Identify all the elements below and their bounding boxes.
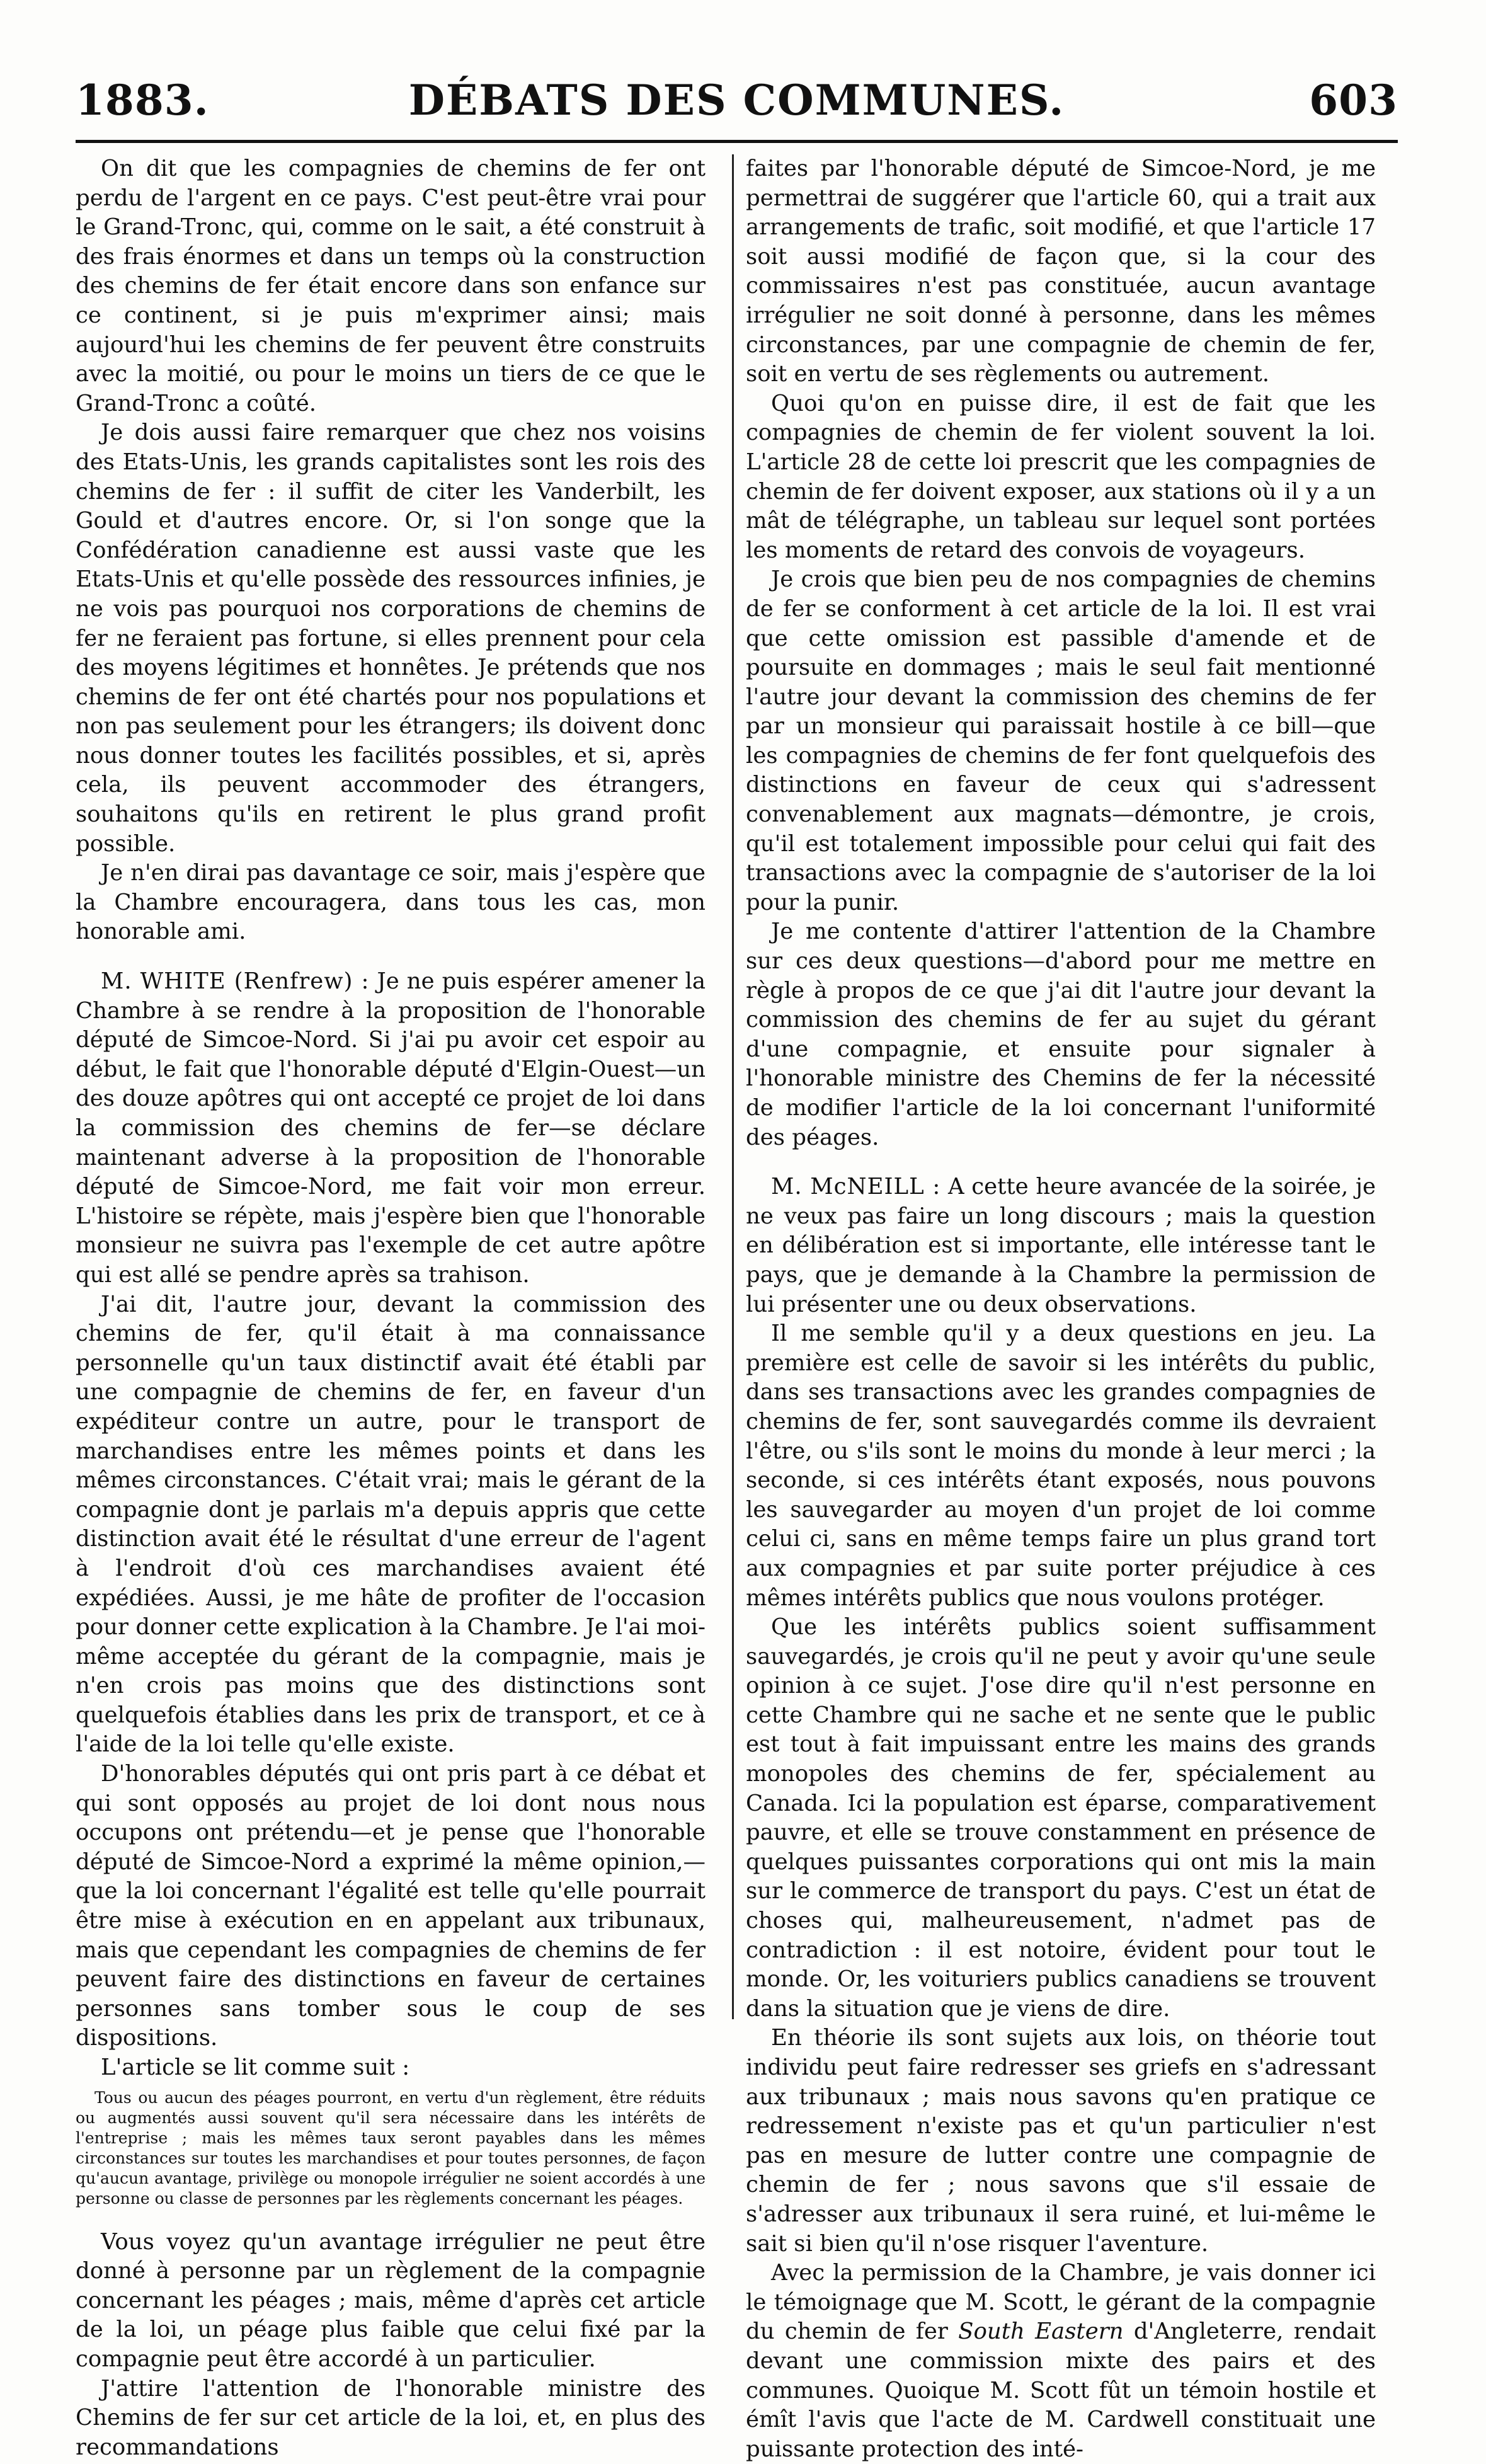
speaker-name: M. McNEILL : bbox=[771, 1174, 941, 1200]
paragraph: En théorie ils sont sujets aux lois, on théorie tout individu peut faire redresser ses griefs en s'adressant aux tribunaux ; mais nous savons qu'en pratique ce redressement n'existe pas et qu'un particulier n'est pas en mesure de lutter contre une compagnie de chemin de fer ; nous savons que s'il essaie de s'adresser aux tribunaux il sera ruiné, et lui-même le sait si bien qu'il n'ose risquer l'aventure. bbox=[746, 2025, 1376, 2257]
paragraph: L'article se lit comme suit : bbox=[101, 2054, 410, 2080]
speech-white bbox=[76, 967, 706, 1290]
paragraph: Que les intérêts publics soient suffisamment sauvegardés, je crois qu'il ne peut y avoir qu'une seule opinion à ce sujet. J'ose dire qu'il n'est personne en cette Chambre qui ne sache et ne sente que le public est tout à fait impuissant entre les mains des grands monopoles des chemins de fer, spécialement au Canada. Ici la population est éparse, comparativement pauvre, et elle se trouve constamment en présence de quelques puissantes corporations qui ont mis la main sur le commerce de transport du pays. C'est un état de choses qui, malheureusement, n'admet pas de contradiction : il est notoire, évident pour tout le monde. Or, les voituriers publics canadiens se trouvent dans la situation que je viens de dire. bbox=[746, 1614, 1376, 2022]
railway-name: South Eastern bbox=[958, 2318, 1124, 2345]
header-rule bbox=[76, 140, 1398, 143]
speaker-name: M. WHITE (Renfrew) : bbox=[101, 968, 370, 995]
paragraph-testimony bbox=[746, 2259, 1376, 2464]
paragraph: Je me contente d'attirer l'attention de la Chambre sur ces deux questions—d'abord pour me mettre en règle à propos de ce que j'ai dit l'autre jour devant la commission des chemins de fer au sujet du gérant d'une compagnie, et ensuite pour signaler à l'honorable ministre des Chemins de fer la nécessité de modifier l'article de la loi concernant l'uniformité des péages. bbox=[746, 919, 1376, 1150]
quoted-article: Tous ou aucun des péages pourront, en vertu d'un règlement, être réduits ou augmentés aussi souvent qu'il sera nécessaire dans les intérêts de l'entreprise ; mais les mêmes taux seront payables dans les mêmes circonstances sur toutes les marchandises et pour toutes personnes, de façon qu'aucun avantage, privilège ou monopole irrégulier ne soient accordés à une personne ou classe de personnes par les règlements concernant les péages. bbox=[76, 2088, 706, 2208]
column-divider bbox=[732, 154, 734, 2019]
right-column bbox=[746, 154, 1376, 2462]
paragraph: Vous voyez qu'un avantage irrégulier ne peut être donné à personne par un règlement de la compagnie concernant les péages ; mais, même d'après cet article de la loi, un péage plus faible que celui fixé par la compagnie peut être accordé à un particulier. bbox=[76, 2228, 706, 2372]
text-run: Avec la permission de la Chambre, je vais donner ici le témoignage que M. Scott, le gérant de la compagnie du chemin de fer bbox=[746, 2260, 1376, 2345]
paragraph: J'attire l'attention de l'honorable ministre des Chemins de fer sur cet article de la loi, et, en plus des recommandations bbox=[76, 2375, 706, 2460]
text-run: d'Angleterre, rendait devant une commission mixte des pairs et des communes. Quoique M. Scott fût un témoin hostile et émît l'avis que l'acte de M. Cardwell constituait une puissante protection des inté- bbox=[746, 2318, 1376, 2462]
speech-text: A cette heure avancée de la soirée, je ne veux pas faire un long discours ; mais la question en délibération est si importante, elle intéresse tant le pays, que je demande à la Chambre la permission de lui présenter une ou deux observations. bbox=[746, 1174, 1376, 1317]
paragraph: Il me semble qu'il y a deux questions en jeu. La première est celle de savoir si les intérêts du public, dans ses transactions avec les grandes compagnies de chemins de fer, sont sauvegardés comme ils devraient l'être, ou s'ils sont le moins du monde à leur merci ; la seconde, si ces intérêts étant exposés, nous pouvons les sauvegarder au moyen d'un projet de loi comme celui ci, sans en même temps faire un plus grand tort aux compagnies et par suite porter préjudice à ces mêmes intérêts publics que nous voulons protéger. bbox=[746, 1321, 1376, 1611]
header-year: 1883. bbox=[76, 76, 209, 125]
left-column bbox=[76, 154, 706, 2460]
speech-mcneill bbox=[746, 1172, 1376, 1319]
paragraph: Je n'en dirai pas davantage ce soir, mais j'espère que la Chambre encouragera, dans tous les cas, mon honorable ami. bbox=[76, 860, 706, 945]
paragraph: J'ai dit, l'autre jour, devant la commission des chemins de fer, qu'il était à ma connaissance personnelle qu'un taux distinctif avait été établi par une compagnie de chemins de fer, en faveur d'un expéditeur contre un autre, pour le transport de marchandises entre les mêmes points et dans les mêmes circonstances. C'était vrai; mais le gérant de la compagnie dont je parlais m'a depuis appris que cette distinction avait été le résultat d'une erreur de l'agent à l'endroit d'où ces marchandises avaient été expédiées. Aussi, je me hâte de profiter de l'occasion pour donner cette explication à la Chambre. Je l'ai moi-même acceptée du gérant de la compagnie, mais je n'en crois pas moins que des distinctions sont quelquefois établies dans les prix de transport, et ce à l'aide de la loi telle qu'elle existe. bbox=[76, 1291, 706, 1758]
paragraph: On dit que les compagnies de chemins de fer ont perdu de l'argent en ce pays. C'est peut-être vrai pour le Grand-Tronc, qui, comme on le sait, a été construit à des frais énormes et dans un temps où la construction des chemins de fer était encore dans son enfance sur ce continent, si je puis m'exprimer ainsi; mais aujourd'hui les chemins de fer peuvent être construits avec la moitié, ou pour le moins un tiers de ce que le Grand-Tronc a coûté. bbox=[76, 156, 706, 416]
paragraph: faites par l'honorable député de Simcoe-Nord, je me permettrai de suggérer que l'article 60, qui a trait aux arrangements de trafic, soit modifié, et que l'article 17 soit aussi modifié de façon que, si la cour des commissaires n'est pas constituée, aucun avantage irrégulier ne soit donné à personne, dans les mêmes circonstances, par une compagnie de chemin de fer, soit en vertu de ses règlements ou autrement. bbox=[746, 156, 1376, 387]
header-title: DÉBATS DES COMMUNES. bbox=[408, 76, 1065, 125]
paragraph: D'honorables députés qui ont pris part à ce débat et qui sont opposés au projet de loi dont nous nous occupons ont prétendu—et je pense que l'honorable député de Simcoe-Nord a exprimé la même opinion,—que la loi concernant l'égalité est telle qu'elle pourrait être mise à exécution en en appelant aux tribunaux, mais que cependant les compagnies de chemins de fer peuvent faire des distinctions en faveur de certaines personnes sans tomber sous le coup de ses dispositions. bbox=[76, 1761, 706, 2051]
header-page-number: 603 bbox=[1309, 76, 1398, 125]
paragraph: Je dois aussi faire remarquer que chez nos voisins des Etats-Unis, les grands capitalistes sont les rois des chemins de fer : il suffit de citer les Vanderbilt, les Gould et d'autres encore. Or, si l'on songe que la Confédération canadienne est aussi vaste que les Etats-Unis et qu'elle possède des ressources infinies, je ne vois pas pourquoi nos corporations de chemins de fer ne feraient pas fortune, si elles prennent pour cela des moyens légitimes et honnêtes. Je prétends que nos chemins de fer ont été chartés pour nos populations et non pas seulement pour les étrangers; ils doivent donc nous donner toutes les facilités possibles, et si, après cela, ils peuvent accommoder des étrangers, souhaitons qu'ils en retirent le plus grand profit possible. bbox=[76, 420, 706, 857]
paragraph: Je crois que bien peu de nos compagnies de chemins de fer se conforment à cet article de la loi. Il est vrai que cette omission est passible d'amende et de poursuite en dommages ; mais le seul fait mentionné l'autre jour devant la commission des chemins de fer par un monsieur qui paraissait hostile à ce bill—que les compagnies de chemins de fer font quelquefois des distinctions en faveur de ceux qui s'adressent convenablement aux magnats—démontre, je crois, qu'il est totalement impossible pour celui qui fait des transactions avec la compagnie de s'autoriser de la loi pour la punir. bbox=[746, 566, 1376, 915]
speech-text: Je ne puis espérer amener la Chambre à se rendre à la proposition de l'honorable député de Simcoe-Nord. Si j'ai pu avoir cet espoir au début, le fait que l'honorable député d'Elgin-Ouest—un des douze apôtres qui ont accepté ce projet de loi dans la commission des chemins de fer—se déclare maintenant adverse à la proposition de l'honorable député de Simcoe-Nord, me fait voir mon erreur. L'histoire se répète, mais j'espère bien que l'honorable monsieur ne suivra pas l'exemple de cet autre apôtre qui est allé se pendre après sa trahison. bbox=[76, 968, 706, 1288]
paragraph: Quoi qu'on en puisse dire, il est de fait que les compagnies de chemin de fer violent souvent la loi. L'article 28 de cette loi prescrit que les compagnies de chemin de fer doivent exposer, aux stations où il y a un mât de télégraphe, un tableau sur lequel sont portées les moments de retard des convois de voyageurs. bbox=[746, 390, 1376, 563]
page-header bbox=[76, 76, 1398, 132]
